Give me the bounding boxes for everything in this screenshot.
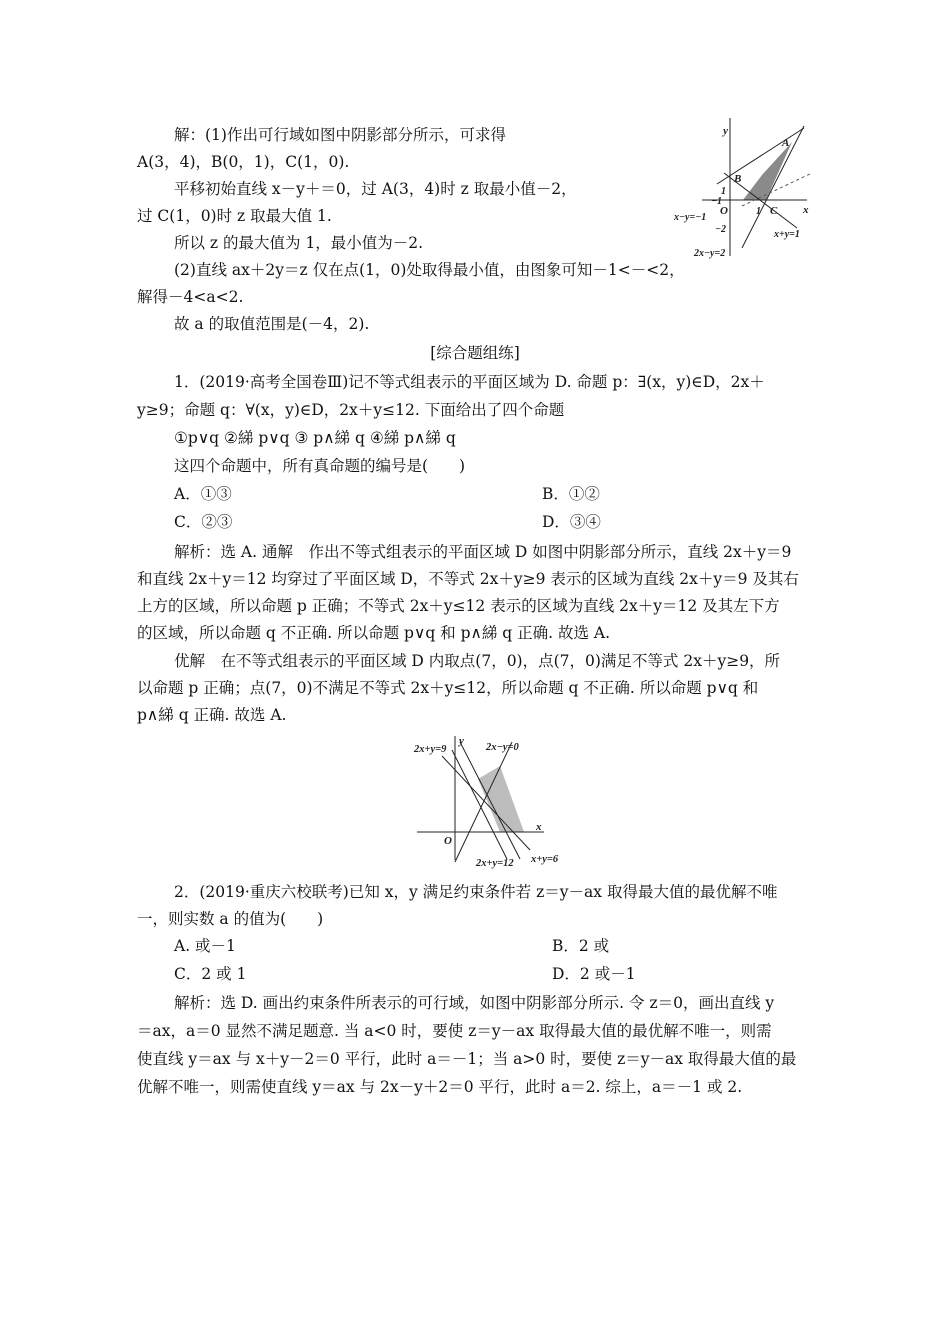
solution-line: 解：(1)作出可行域如图中阴影部分所示，可求得 bbox=[174, 126, 506, 144]
solution-line: 所以 z 的最大值为 1，最小值为－2. bbox=[174, 234, 424, 252]
y-tick-label: −2 bbox=[714, 224, 726, 235]
point-b-label: B bbox=[734, 173, 742, 185]
x-axis-label: x bbox=[536, 821, 542, 833]
line-label: x−y=−1 bbox=[674, 212, 707, 223]
line-label: x+y=1 bbox=[774, 229, 800, 240]
solution-line: A(3，4)，B(0，1)，C(1，0). bbox=[137, 153, 350, 171]
question-stem: ①p∨q ②綈 p∨q ③ p∧綈 q ④綈 p∧綈 q bbox=[174, 429, 456, 447]
analysis-line: 解析：选 D. 画出约束条件所表示的可行域，如图中阴影部分所示. 令 z＝0，画出直线 y bbox=[174, 994, 775, 1012]
question-stem: 这四个命题中，所有真命题的编号是( ) bbox=[174, 457, 466, 475]
option-d: D．③④ bbox=[542, 513, 601, 531]
question-stem: 2．(2019·重庆六校联考)已知 x，y 满足约束条件若 z＝y－ax 取得最大值的最优解不唯 bbox=[174, 883, 778, 901]
solution-line: 过 C(1，0)时 z 取最大值 1. bbox=[137, 207, 332, 225]
solution-line: 平移初始直线 x－y＋＝0，过 A(3，4)时 z 取最小值－2， bbox=[174, 180, 577, 198]
point-c-label: C bbox=[770, 205, 778, 217]
question-stem: 1．(2019·高考全国卷Ⅲ)记不等式组表示的平面区域为 D. 命题 p：∃(x，y)∈D，2x＋ bbox=[174, 373, 765, 391]
option-a: A. 或－1 bbox=[174, 937, 236, 955]
analysis-line: 优解 在不等式组表示的平面区域 D 内取点(7，0)，点(7，0)满足不等式 2x＋y≥9，所 bbox=[174, 652, 781, 670]
analysis-line: 上方的区域，所以命题 p 正确；不等式 2x＋y≤12 表示的区域为直线 2x＋y＝12 及其左下方 bbox=[137, 597, 780, 615]
point-a-label: A bbox=[782, 137, 790, 149]
shaded-region bbox=[743, 142, 792, 200]
origin-label: O bbox=[720, 205, 728, 217]
analysis-line: 使直线 y＝ax 与 x＋y－2＝0 平行，此时 a＝－1；当 a>0 时，要使 z＝y－ax 取得最大值的最 bbox=[137, 1050, 797, 1068]
option-c: C．2 或 1 bbox=[174, 965, 247, 983]
y-tick-label: 1 bbox=[721, 186, 726, 197]
x-axis-label: x bbox=[803, 204, 809, 216]
y-axis-label: y bbox=[459, 735, 464, 747]
line-label: 2x−y=0 bbox=[486, 742, 519, 753]
solution-line: 故 a 的取值范围是(－4，2). bbox=[174, 315, 370, 333]
option-b: B．2 或 bbox=[552, 937, 610, 955]
line-label: x+y=6 bbox=[531, 854, 559, 865]
x-tick-label: 1 bbox=[756, 206, 761, 217]
analysis-line: 的区域，所以命题 q 不正确. 所以命题 p∨q 和 p∧綈 q 正确. 故选 A. bbox=[137, 624, 611, 642]
solution-line: (2)直线 ax＋2y＝z 仅在点(1，0)处取得最小值，由图象可知－1<－<2， bbox=[174, 261, 685, 279]
line-label: 2x−y=2 bbox=[694, 248, 726, 259]
solution-line: 解得－4<a<2. bbox=[137, 288, 244, 306]
option-b: B．①② bbox=[542, 485, 600, 503]
origin-label: O bbox=[444, 835, 452, 847]
x-tick-label: −1 bbox=[710, 196, 722, 207]
analysis-line: 以命题 p 正确；点(7，0)不满足不等式 2x＋y≤12，所以命题 q 不正确. 所以命题 p∨q 和 bbox=[137, 679, 759, 697]
feasible-region-figure-2 bbox=[412, 732, 577, 872]
analysis-line: 解析：选 A. 通解 作出不等式组表示的平面区域 D 如图中阴影部分所示，直线 2x＋y＝9 bbox=[174, 543, 792, 561]
y-axis-label: y bbox=[723, 125, 728, 137]
line-label: 2x+y=12 bbox=[476, 858, 514, 869]
section-heading: [综合题组练] bbox=[430, 344, 520, 362]
option-a: A．①③ bbox=[174, 485, 232, 503]
question-stem: y≥9；命题 q：∀(x，y)∈D，2x＋y≤12. 下面给出了四个命题 bbox=[137, 401, 565, 419]
analysis-line: p∧綈 q 正确. 故选 A. bbox=[137, 706, 287, 724]
option-d: D．2 或－1 bbox=[552, 965, 636, 983]
analysis-line: 优解不唯一，则需使直线 y＝ax 与 2x－y＋2＝0 平行，此时 a＝2. 综上，a＝－1 或 2. bbox=[137, 1078, 743, 1096]
line-label: 2x+y=9 bbox=[414, 744, 447, 755]
option-c: C．②③ bbox=[174, 513, 233, 531]
feasible-region-figure-1 bbox=[672, 118, 822, 263]
question-stem: 一，则实数 a 的值为( ) bbox=[137, 910, 324, 928]
analysis-line: ＝ax，a＝0 显然不满足题意. 当 a<0 时，要使 z＝y－ax 取得最大值的最优解不唯一，则需 bbox=[137, 1022, 772, 1040]
analysis-line: 和直线 2x＋y＝12 均穿过了平面区域 D，不等式 2x＋y≥9 表示的区域为直线 2x＋y＝9 及其右 bbox=[137, 570, 799, 588]
